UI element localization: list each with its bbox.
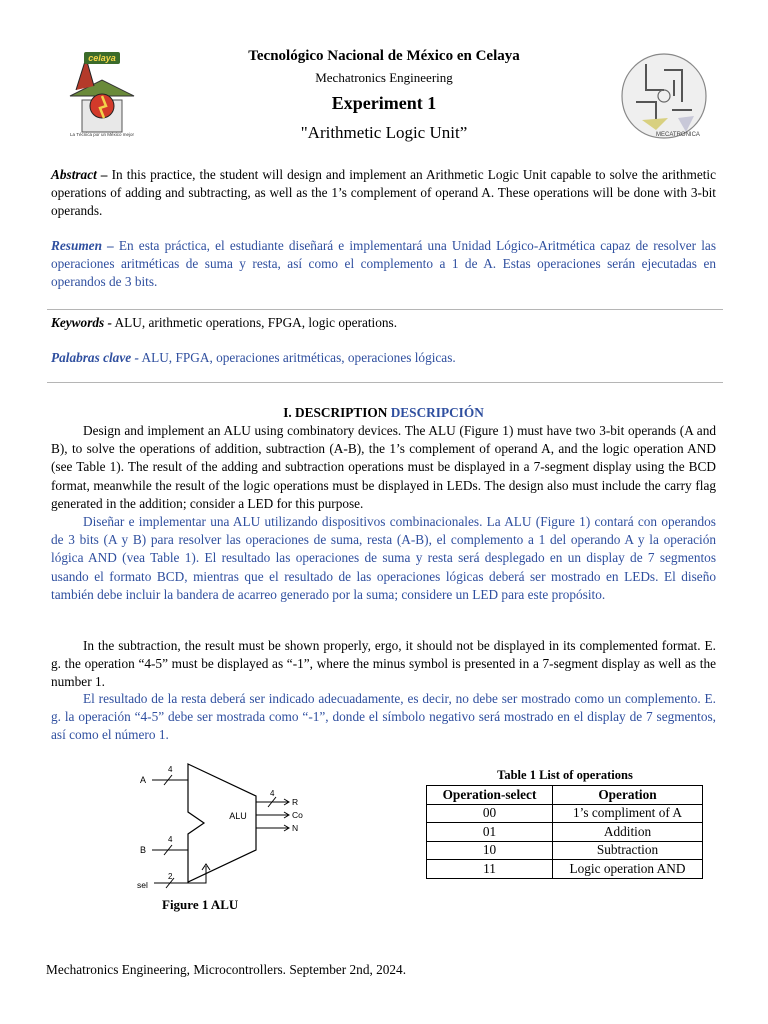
table-row [427, 841, 703, 860]
palabras-text: ALU, FPGA, operaciones aritméticas, operaciones lógicas. [138, 350, 456, 365]
department-logo [616, 50, 712, 142]
input-a-label: A [140, 775, 147, 785]
resumen-label: Resumen – [51, 238, 114, 253]
abstract-label: Abstract – [51, 167, 108, 182]
experiment-title: "Arithmetic Logic Unit” [300, 123, 468, 142]
department-name: Mechatronics Engineering [315, 70, 453, 85]
resumen-text: En esta práctica, el estudiante diseñará e implementará una Unidad Lógico-Aritmética capaz de resolver las operaciones aritméticas de suma y resta, así como el complemento a 1 de A. Estas operaciones serán ejecutadas en operandos de 3 bits. [51, 238, 717, 290]
institution-name: Tecnológico Nacional de México en Celaya [248, 48, 520, 64]
abstract-paragraph [51, 166, 716, 221]
description-paragraph-en [51, 422, 716, 513]
section-heading-es: DESCRIPCIÓN [390, 405, 484, 420]
description-text-es: Diseñar e implementar una ALU utilizando dispositivos combinacionales. La ALU (Figure 1) contará con operandos de 3 bits (A y B) para resolver las operaciones de suma, resta (A-B), el complemento a 1 del operando A y la operación lógica AND (vea Table 1). El resultado las operaciones de suma y resta será desplegado en un display de 7 segmentos usando el formato BCD, mientras que el resultado de las operaciones lógicas deberá ser mostrado en LEDs. El diseño también debe incluir la bandera de acarreo generado por la suma; considere un LED para este propósito. [51, 514, 716, 602]
output-n-label: N [292, 823, 299, 833]
alu-diagram [134, 758, 314, 896]
table-cell: Subtraction [553, 841, 703, 860]
table-row [427, 860, 703, 879]
keywords-paragraph [51, 314, 716, 332]
palabras-paragraph [51, 349, 716, 367]
logo-motto: La Técnica por un México mejor [70, 132, 134, 137]
abstract-text: In this practice, the student will design and implement an Arithmetic Logic Unit capable to solve the arithmetic operations of adding and subtracting, as well as the 1’s complement of operand A. These operations will be done with 3-bit operands. [51, 167, 717, 219]
table-caption: Table 1 List of operations [497, 768, 633, 782]
output-r-label: R [292, 797, 299, 807]
output-co-label: Co [292, 810, 303, 820]
table-header-cell: Operation [553, 786, 703, 805]
logo-wordmark-right: MECATRONICA [656, 132, 700, 138]
table-row [427, 804, 703, 823]
keywords-label: Keywords - [51, 315, 112, 330]
table-cell: Addition [553, 823, 703, 842]
input-a-width: 4 [168, 765, 173, 774]
input-sel-label: sel [137, 880, 148, 890]
description-text-en: Design and implement an ALU using combinatory devices. The ALU (Figure 1) must have two 3-bit operands (A and B), to solve the operations of addition, subtraction (A-B), the 1’s complement of operand A, and the logic operation AND (see Table 1). The result of the adding and subtraction operations must be displayed in a 7-segment display using the BCD format, meanwhile the result of the logic operations must be displayed in LEDs. The design also must include the carry flag generated in the addition; consider a LED for this purpose. [51, 423, 716, 511]
keywords-text: ALU, arithmetic operations, FPGA, logic operations. [111, 315, 398, 330]
divider-top [47, 309, 723, 310]
table-cell: 11 [427, 860, 553, 879]
operations-table [426, 785, 703, 879]
divider-bottom [47, 382, 723, 383]
subtraction-paragraph-en [51, 637, 716, 692]
output-width: 4 [270, 789, 275, 798]
subtraction-text-en: In the subtraction, the result must be shown properly, ergo, it should not be displayed in its complemented format. E. g. the operation “4-5” must be displayed as “-1”, where the minus symbol is presented in a 7-segment display as well as the number 1. [51, 638, 716, 690]
experiment-number: Experiment 1 [331, 93, 437, 113]
institution-logo [62, 46, 142, 138]
table-header-row [427, 786, 703, 805]
section-heading [51, 405, 716, 421]
input-b-width: 4 [168, 835, 173, 844]
table-cell: 10 [427, 841, 553, 860]
table-row [427, 823, 703, 842]
subtraction-text-es: El resultado de la resta deberá ser indicado adecuadamente, es decir, no debe ser mostrado como un complemento. E. g. la operación “4-5” debe ser mostrada como “-1”, donde el símbolo negativo será mostrado en el display de 7 segmentos, así como el número 1. [51, 691, 716, 743]
table-header-cell: Operation-select [427, 786, 553, 805]
logo-wordmark: celaya [88, 53, 116, 63]
description-paragraph-es [51, 513, 716, 604]
table-cell: 00 [427, 804, 553, 823]
table-cell: 01 [427, 823, 553, 842]
resumen-paragraph [51, 237, 716, 292]
subtraction-paragraph-es [51, 690, 716, 745]
input-sel-width: 2 [168, 872, 173, 881]
table-cell: 1’s compliment of A [553, 804, 703, 823]
alu-block-label: ALU [229, 811, 247, 821]
table-cell: Logic operation AND [553, 860, 703, 879]
page-footer: Mechatronics Engineering, Microcontrollers. September 2nd, 2024. [46, 962, 407, 977]
alu-block [188, 764, 256, 882]
input-b-label: B [140, 845, 147, 855]
figure-caption: Figure 1 ALU [162, 897, 239, 912]
section-heading-en: I. DESCRIPTION [283, 405, 388, 420]
palabras-label: Palabras clave - [51, 350, 139, 365]
